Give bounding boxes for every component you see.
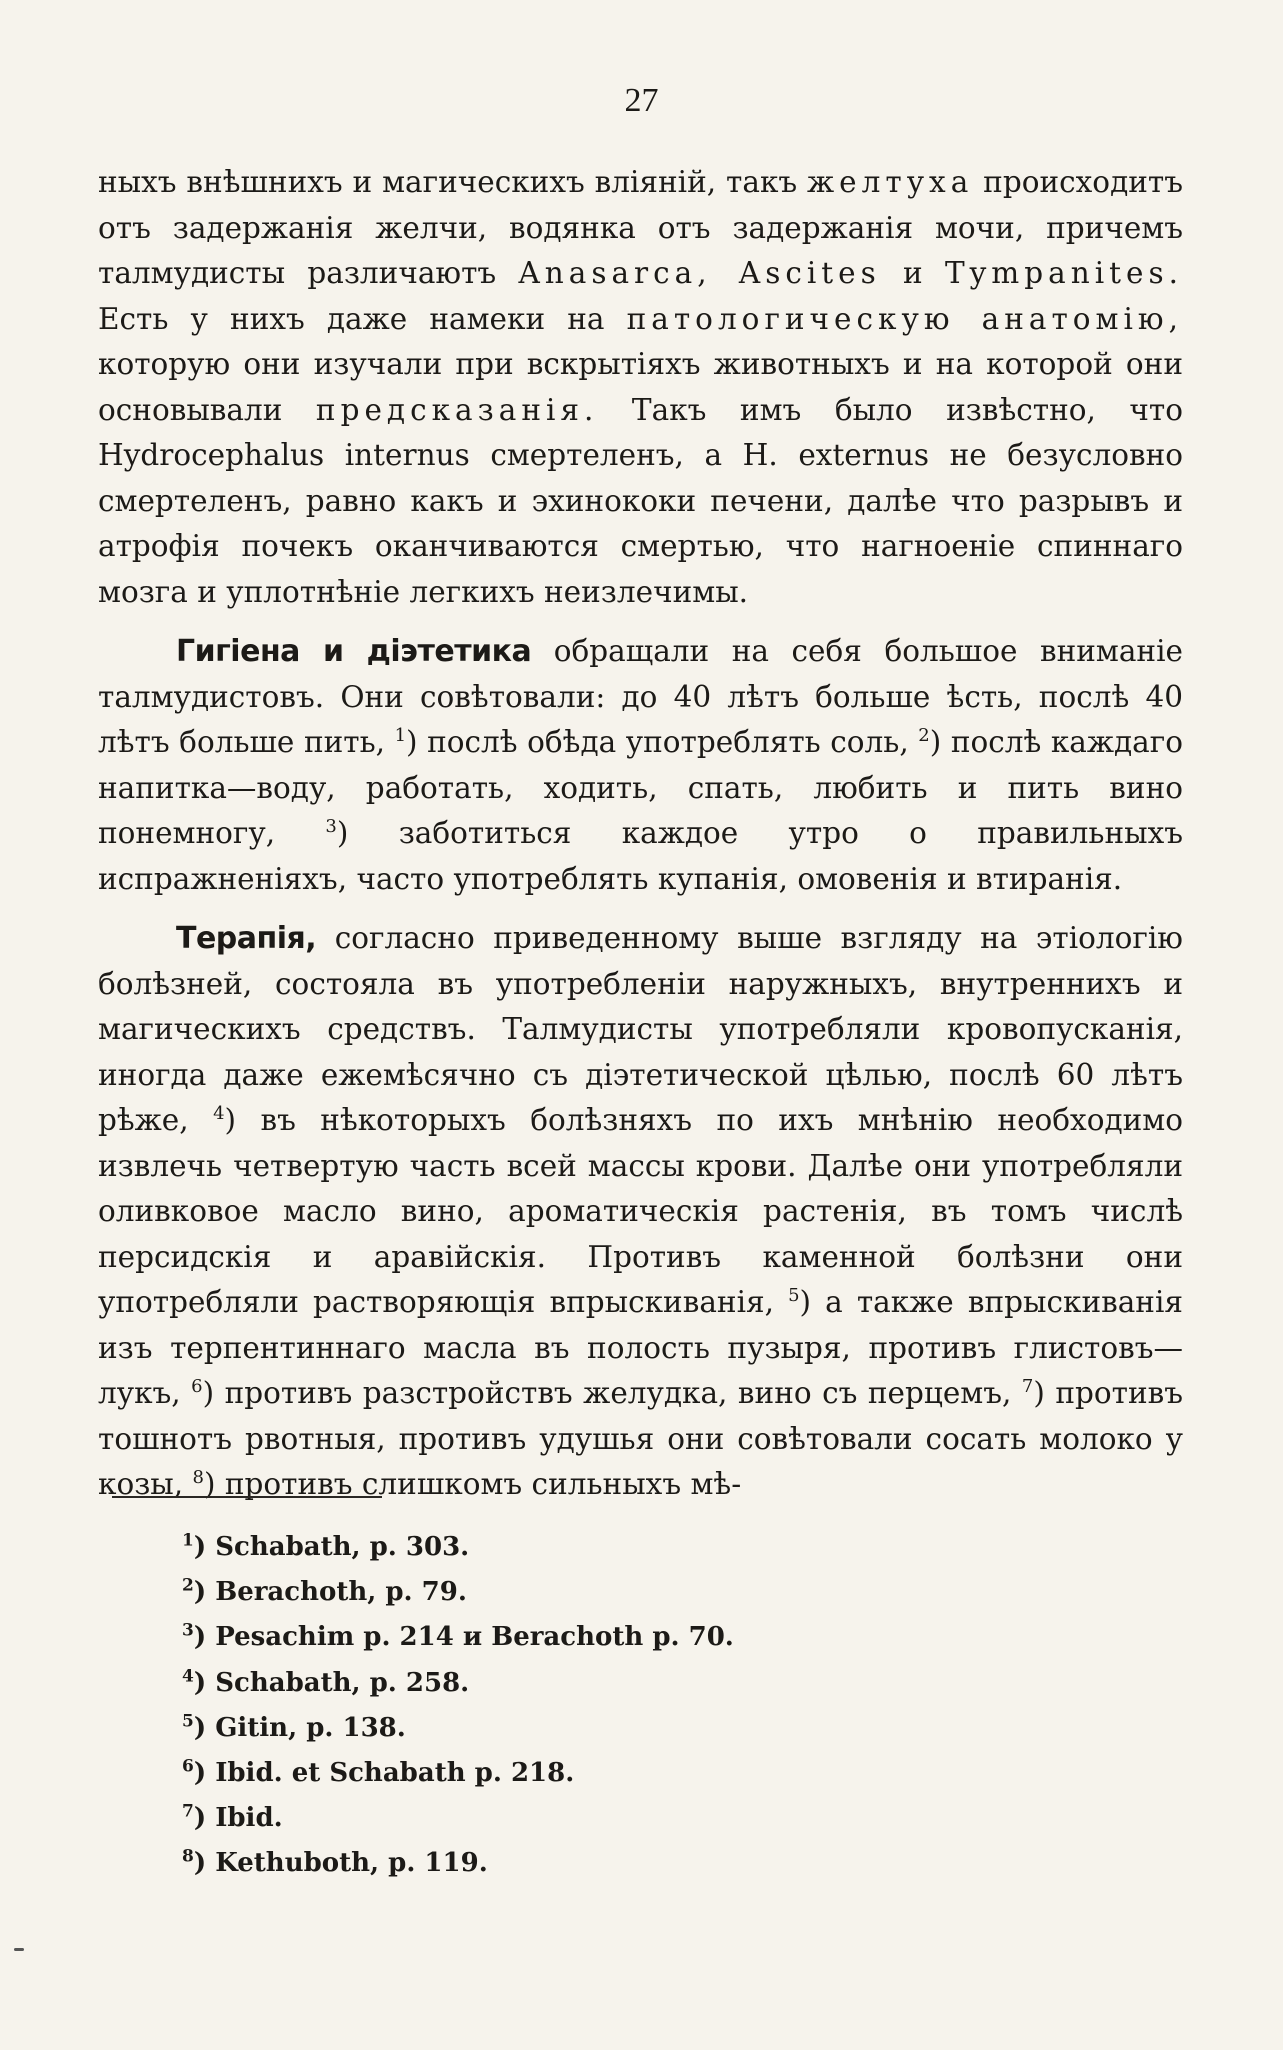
footnotes-list	[182, 1525, 982, 1887]
spaced-term-anasarca: Anasarca, Ascites	[518, 256, 881, 290]
spaced-term-prognoses: предсказанія.	[315, 392, 599, 427]
body-text	[98, 160, 1183, 1508]
footnote-7: $^7$) Ibid.	[182, 1801, 283, 1834]
footnote-ref-3: 3	[325, 816, 337, 838]
footnote-ref-1: 1	[394, 725, 407, 747]
paper-speck	[14, 1948, 24, 1951]
footnote-ref-2: 2	[918, 725, 930, 747]
footnote-2: $^2$) Berachoth, p. 79.	[182, 1575, 467, 1608]
footnote-1: $^1$) Schabath, p. 303.	[182, 1530, 470, 1562]
section-heading-hygiene: Гигіена и діэтетика	[176, 634, 532, 669]
footnote-5: $^5$) Gitin, p. 138.	[182, 1711, 406, 1743]
spaced-term-tympanites: Tympanites.	[944, 256, 1183, 290]
footnote-8: $^8$) Kethuboth, p. 119.	[182, 1846, 488, 1879]
footnote-ref-4: 4	[213, 1103, 225, 1125]
page-number: 27	[624, 82, 659, 119]
footnote-3: $^3$) Pesachim p. 214 и Berachoth p. 70.	[182, 1620, 734, 1653]
spaced-term-jaundice: желтуха	[807, 165, 974, 199]
paragraph-hygiene: Гигіена и діэтетика обращали на себя большое вниманіе талмудистовъ. Они совѣтовали: до 40 лѣтъ больше ѣсть, послѣ 40 лѣтъ больше пить, $^1$) послѣ обѣда употреблять соль, $^2$) послѣ каждаго напитка—воду, работать, ходить, спать, любить и пить вино понемногу, $^3$) заботиться каждое утро о правильныхъ испражненіяхъ, часто употреблять купанія, омовенія и втиранія.	[98, 634, 1184, 896]
spaced-term-pathological-anatomy: патологическую анатомію,	[626, 301, 1183, 336]
footnote-divider	[112, 1496, 382, 1498]
paragraph-etiology: ныхъ внѣшнихъ и магическихъ вліяній, такъ желтуха происходитъ отъ задержанія желчи, водянка отъ задержанія мочи, причемъ талмудисты различаютъ Anasarca, Ascites и Tympanites. Есть у нихъ даже намеки на патологическую анатомію, которую они изучали при вскрытіяхъ животныхъ и на которой они основывали предсказанія. Такъ имъ было извѣстно, что Hydrocephalus internus смертеленъ, а H. externus не безусловно смертеленъ, равно какъ и эхинококи печени, далѣе что разрывъ и атрофія почекъ оканчиваются смертью, что нагноеніе спиннаго мозга и уплотнѣніе легкихъ неизлечимы.	[98, 165, 1183, 609]
footnote-ref-7: 7	[1021, 1376, 1034, 1398]
footnote-ref-8: 8	[192, 1467, 204, 1489]
section-heading-therapy: Терапія,	[176, 921, 317, 956]
footnote-ref-5: 5	[788, 1285, 800, 1307]
paragraph-therapy: Терапія, согласно приведенному выше взгляду на этіологію болѣзней, состояла въ употребленіи наружныхъ, внутреннихъ и магическихъ средствъ. Талмудисты употребляли кровопусканія, иногда даже ежемѣсячно съ діэтетической цѣлью, послѣ 60 лѣтъ рѣже, $^4$) въ нѣкоторыхъ болѣзняхъ по ихъ мнѣнію необходимо извлечь четвертую часть всей массы крови. Далѣе они употребляли оливковое масло вино, ароматическія растенія, въ томъ числѣ персидскія и аравійскія. Противъ каменной болѣзни они употребляли растворяющія впрыскиванія, $^5$) а также впрыскиванія изъ терпентиннаго масла въ полость пузыря, противъ глистовъ—лукъ, $^6$) противъ разстройствъ желудка, вино съ перцемъ, $^7$) противъ тошнотъ рвотныя, противъ удушья они совѣтовали сосать молоко у козы, $^8$) противъ слишкомъ сильныхъ мѣ-	[98, 921, 1184, 1501]
footnote-ref-6: 6	[191, 1376, 203, 1398]
footnote-4: $^4$) Schabath, p. 258.	[182, 1665, 470, 1698]
footnote-6: $^6$) Ibid. et Schabath p. 218.	[182, 1756, 575, 1789]
